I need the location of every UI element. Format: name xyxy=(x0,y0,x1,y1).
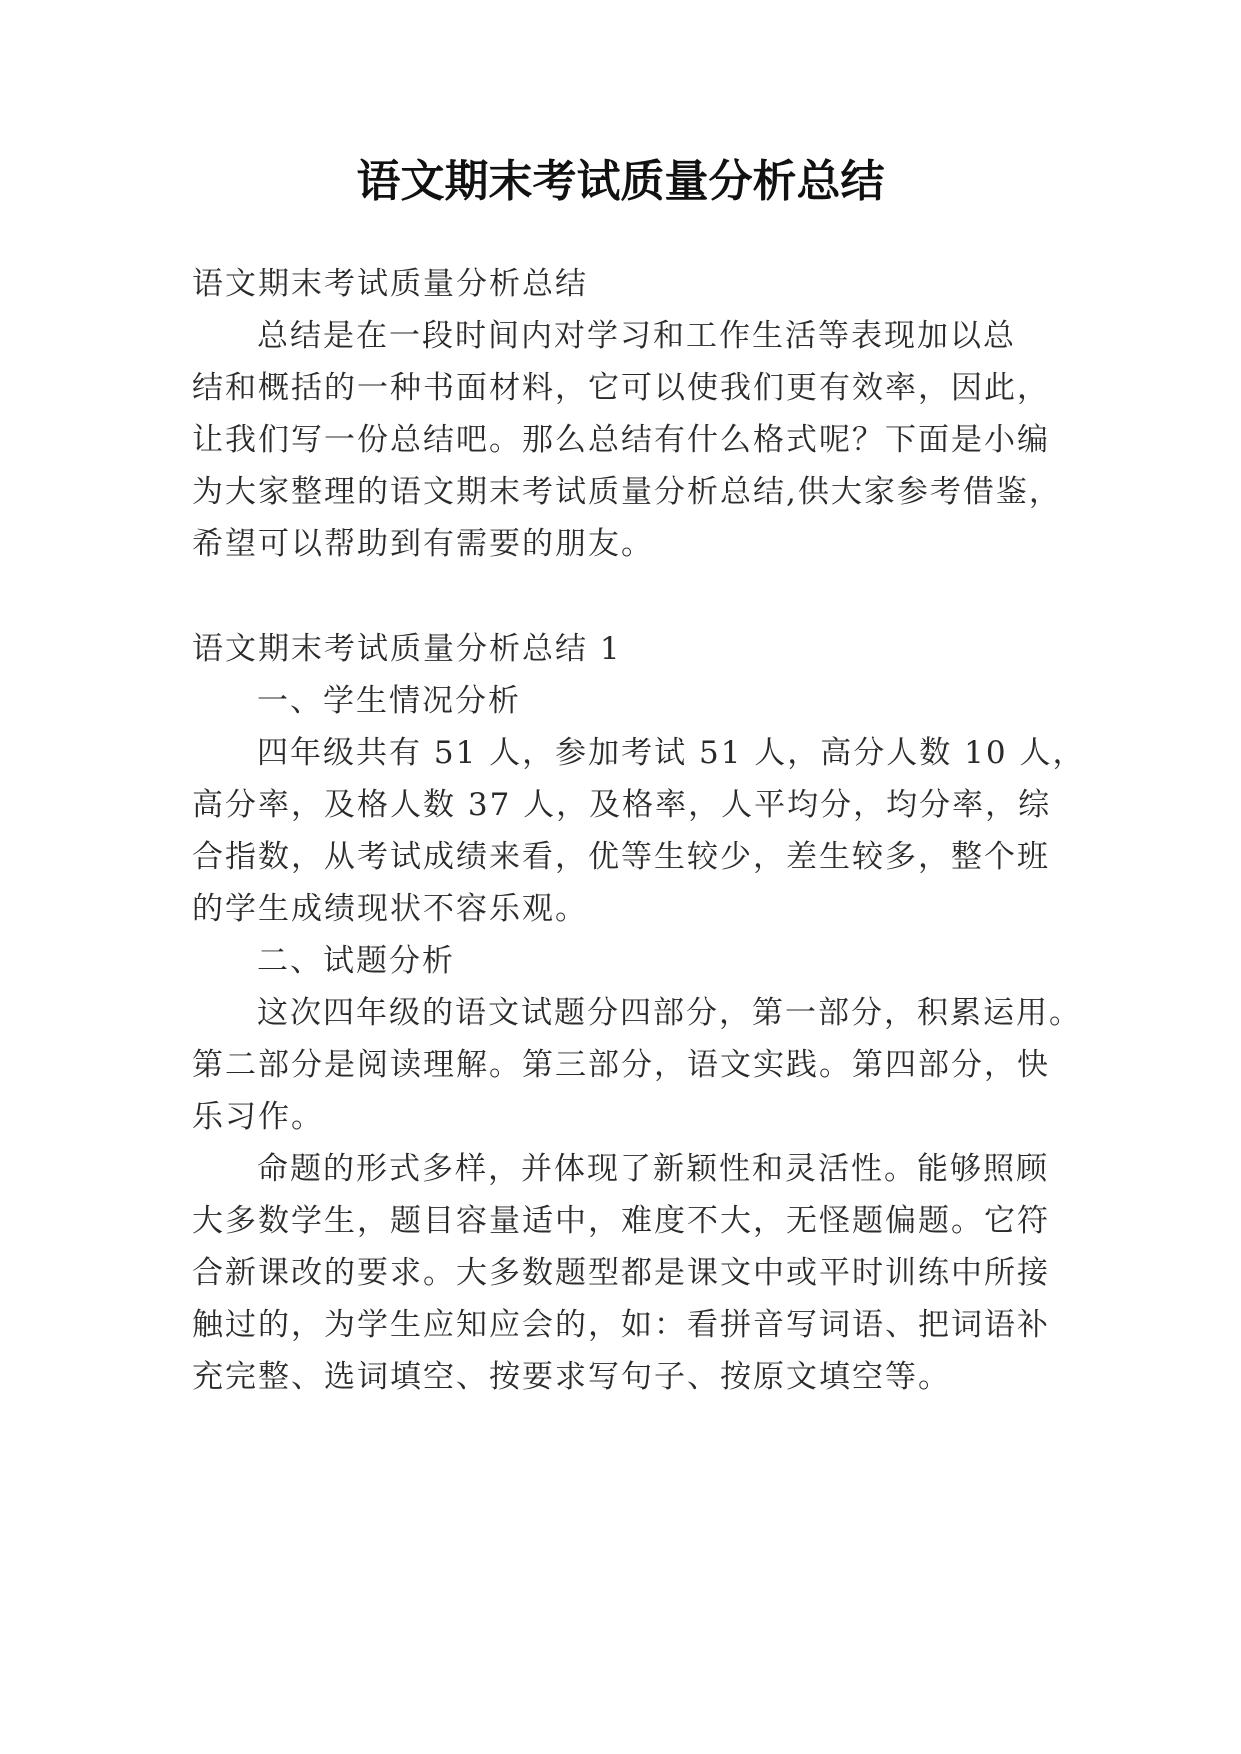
body-line: 命题的形式多样，并体现了新颖性和灵活性。能够照顾 xyxy=(257,1151,1049,1187)
body-line: 高分率，及格人数 37 人，及格率，人平均分，均分率，综 xyxy=(192,787,1052,823)
section-heading: 语文期末考试质量分析总结 1 xyxy=(192,631,622,667)
body-line: 乐习作。 xyxy=(192,1099,324,1135)
body-line: 充完整、选词填空、按要求写句子、按原文填空等。 xyxy=(192,1359,951,1395)
part-title: 二、试题分析 xyxy=(257,943,455,979)
body-line: 触过的，为学生应知应会的，如：看拼音写词语、把词语补 xyxy=(192,1307,1050,1343)
intro-heading: 语文期末考试质量分析总结 xyxy=(192,266,588,302)
body-line: 合新课改的要求。大多数题型都是课文中或平时训练中所接 xyxy=(192,1255,1050,1291)
body-line: 合指数，从考试成绩来看，优等生较少，差生较多，整个班 xyxy=(192,839,1050,875)
body-line: 的学生成绩现状不容乐观。 xyxy=(192,891,588,927)
document-title: 语文期末考试质量分析总结 xyxy=(356,156,885,207)
intro-line: 总结是在一段时间内对学习和工作生活等表现加以总 xyxy=(257,318,1016,354)
body-line: 这次四年级的语文试题分四部分，第一部分，积累运用。 xyxy=(257,995,1082,1031)
intro-line: 希望可以帮助到有需要的朋友。 xyxy=(192,526,654,562)
body-line: 第二部分是阅读理解。第三部分，语文实践。第四部分，快 xyxy=(192,1047,1050,1083)
intro-line: 为大家整理的语文期末考试质量分析总结,供大家参考借鉴， xyxy=(192,474,1062,510)
body-line: 大多数学生，题目容量适中，难度不大，无怪题偏题。它符 xyxy=(192,1203,1050,1239)
intro-line: 让我们写一份总结吧。那么总结有什么格式呢？下面是小编 xyxy=(192,422,1050,458)
part-title: 一、学生情况分析 xyxy=(257,683,521,719)
body-line: 四年级共有 51 人，参加考试 51 人，高分人数 10 人， xyxy=(257,735,1086,771)
intro-line: 结和概括的一种书面材料，它可以使我们更有效率，因此， xyxy=(192,370,1050,406)
